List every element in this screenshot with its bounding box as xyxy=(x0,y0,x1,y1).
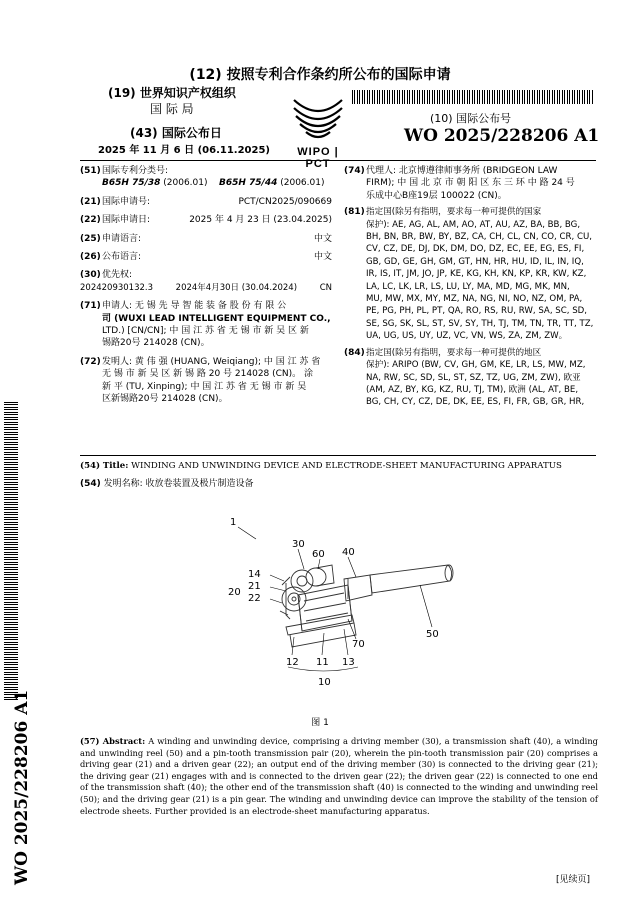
title-cn: (54) 发明名称: 收放卷装置及极片制造设备 xyxy=(80,479,254,489)
label-14: 14 xyxy=(248,569,261,580)
label-70: 70 xyxy=(352,639,365,650)
field-84: (84) 指定国(除另有指明，要求每一种可提供的地区 保护): ARIPO (BW, CV, GH, GM, KE, LR, LS, MW, MZ, NA, RW, SC, SD, SL, ST, SZ, TZ, UG, ZM, ZW), 欧亚 (AM, AZ, BY, KG, KZ, RU, TJ, TM), 欧洲 (AL, AT, BE, BG, CH, CY, CZ, DE, DK, EE, ES, FI, FR, GB, GR, HR, xyxy=(344,347,586,408)
label-50: 50 xyxy=(426,629,439,640)
priority-row: 202420930132.3 2024年4月30日 (30.04.2024) CN xyxy=(80,282,332,293)
org-bureau: 国 际 局 xyxy=(150,102,194,116)
wipo-logo xyxy=(288,92,348,170)
pub-no-label: (10) 国际公布号 xyxy=(430,112,512,125)
field-71: (71) 申请人: 无 锡 先 导 智 能 装 备 股 份 有 限 公 司 (WUXI LEAD INTELLIGENT EQUIPMENT CO., LTD.) [CN/CN]; 中 国 江 苏 省 无 锡 市 新 吴 区 新 锡路20号 214028 (CN)。 xyxy=(80,301,331,349)
org-name: 世界知识产权组织 xyxy=(139,86,236,100)
header-rule xyxy=(80,160,596,161)
field-26: (26)公布语言: 中文 xyxy=(80,252,332,263)
figure-caption: 图 1 xyxy=(311,718,329,728)
section-rule xyxy=(80,455,596,456)
label-13: 13 xyxy=(342,657,355,668)
pub-date: 2025 年 11 月 6 日 (06.11.2025) xyxy=(98,145,270,156)
org-block xyxy=(108,84,236,101)
field-30: (30) 优先权: xyxy=(80,270,133,281)
field-74: (74) 代理人: 北京博遵律师事务所 (BRIDGEON LAW FIRM); 中 国 北 京 市 朝 阳 区 东 三 环 中 路 24 号 乐成中心B座19层 100022 (CN)。 xyxy=(344,166,575,201)
field-21: (21)国际申请号: PCT/CN2025/090669 xyxy=(80,196,332,207)
side-pub-number: WO 2025/228206 A1 xyxy=(12,689,32,885)
field-72: (72) 发明人: 黄 伟 强 (HUANG, Weiqiang); 中 国 江 苏 省 无 锡 市 新 吴 区 新 锡 路 20 号 214028 (CN)。 涂 新 平 (TU, Xinping); 中 国 江 苏 省 无 锡 市 新 吴 区新锡路20号 214028 (CN)。 xyxy=(80,356,321,405)
field-25: (25)申请语言: 中文 xyxy=(80,233,332,244)
pub-number: WO 2025/228206 A1 xyxy=(404,126,600,146)
biblio-right xyxy=(344,165,600,409)
continued-note: [见续页] xyxy=(556,875,591,885)
label-60: 60 xyxy=(312,549,325,560)
figure-labels xyxy=(228,517,439,688)
label-1: 1 xyxy=(230,517,237,528)
label-11: 11 xyxy=(316,657,329,668)
wipo-pct-text: WIPO | PCT xyxy=(297,146,339,170)
label-12: 12 xyxy=(286,657,299,668)
label-40: 40 xyxy=(342,547,355,558)
label-20: 20 xyxy=(228,587,241,598)
label-22: 22 xyxy=(248,593,261,604)
abstract-text: A winding and unwinding device, comprising a driving member (30), a transmission shaft (40), a winding and unwinding reel (50) and a pin-tooth transmission pair (20), wherein the pin-tooth transmission pair (20) comprises a driving gear (21) and a driven gear (22); an output end of the driving member (30) is connected to the driving gear (21); the driving gear (21) engages with and is connected to the driven gear (22); the driven gear (22) is connected to one end of the transmission shaft (40); the other end of the transmission shaft (40) is connected to the winding and unwinding reel (50); and the driving gear (21) is a pin gear. The winding and unwinding device can improve the stability of the tension of electrode sheets. Further provided is an electrode-sheet manufacturing apparatus. xyxy=(80,736,598,816)
label-30: 30 xyxy=(292,539,305,550)
abstract-label: (57) Abstract: xyxy=(80,736,146,746)
barcode xyxy=(352,90,594,104)
title-en: (54) Title: WINDING AND UNWINDING DEVICE AND ELECTRODE-SHEET MANUFACTURING APPARATUS xyxy=(80,461,562,471)
leader-lines xyxy=(238,527,432,671)
document-type-title: (12) 按照专利合作条约所公布的国际申请 xyxy=(189,67,451,83)
field-81: (81) 指定国(除另有指明，要求每一种可提供的国家 保护): AE, AG, AL, AM, AO, AT, AU, AZ, BA, BB, BG, BH, BN, BR, BW, BY, BZ, CA, CH, CL, CN, CO, CR, CU, CV, CZ, DE, DJ, DK, DM, DO, DZ, EC, EE, EG, ES, FI, GB, GD, GE, GH, GM, GT, HN, HR, HU, ID, IL, IN, IQ, IR, IS, IT, JM, JO, JP, KE, KG, KH, KN, KP, KR, KW, KZ, LA, LC, LK, LR, LS, LU, LY, MA, MD, MG, MK, MN, MU, MW, MX, MY, MZ, NA, NG, NI, NO, NZ, OM, PA, PE, PG, PH, PL, PT, QA, RO, RS, RU, RW, SA, SC, SD, SE, SG, SK, SL, ST, SV, SY, TH, TJ, TM, TN, TR, TT, TZ, UA, UG, US, UY, UZ, VC, VN, WS, ZA, ZM, ZW。 xyxy=(344,207,594,342)
org-number: (19) xyxy=(108,86,136,100)
abstract xyxy=(80,736,598,817)
field-51: (51) 国际专利分类号: xyxy=(80,166,169,176)
field-22: (22)国际申请日: 2025 年 4 月 23 日 (23.04.2025) xyxy=(80,215,332,226)
ipc-classes: B65H 75/38 (2006.01) B65H 75/44 (2006.01) xyxy=(102,178,325,189)
biblio-left xyxy=(80,165,332,406)
label-21: 21 xyxy=(248,581,261,592)
label-10: 10 xyxy=(318,677,331,688)
wipo-emblem-icon xyxy=(288,92,348,142)
figure-1-drawing xyxy=(220,515,470,690)
pub-date-label: (43) 国际公布日 xyxy=(130,126,222,140)
